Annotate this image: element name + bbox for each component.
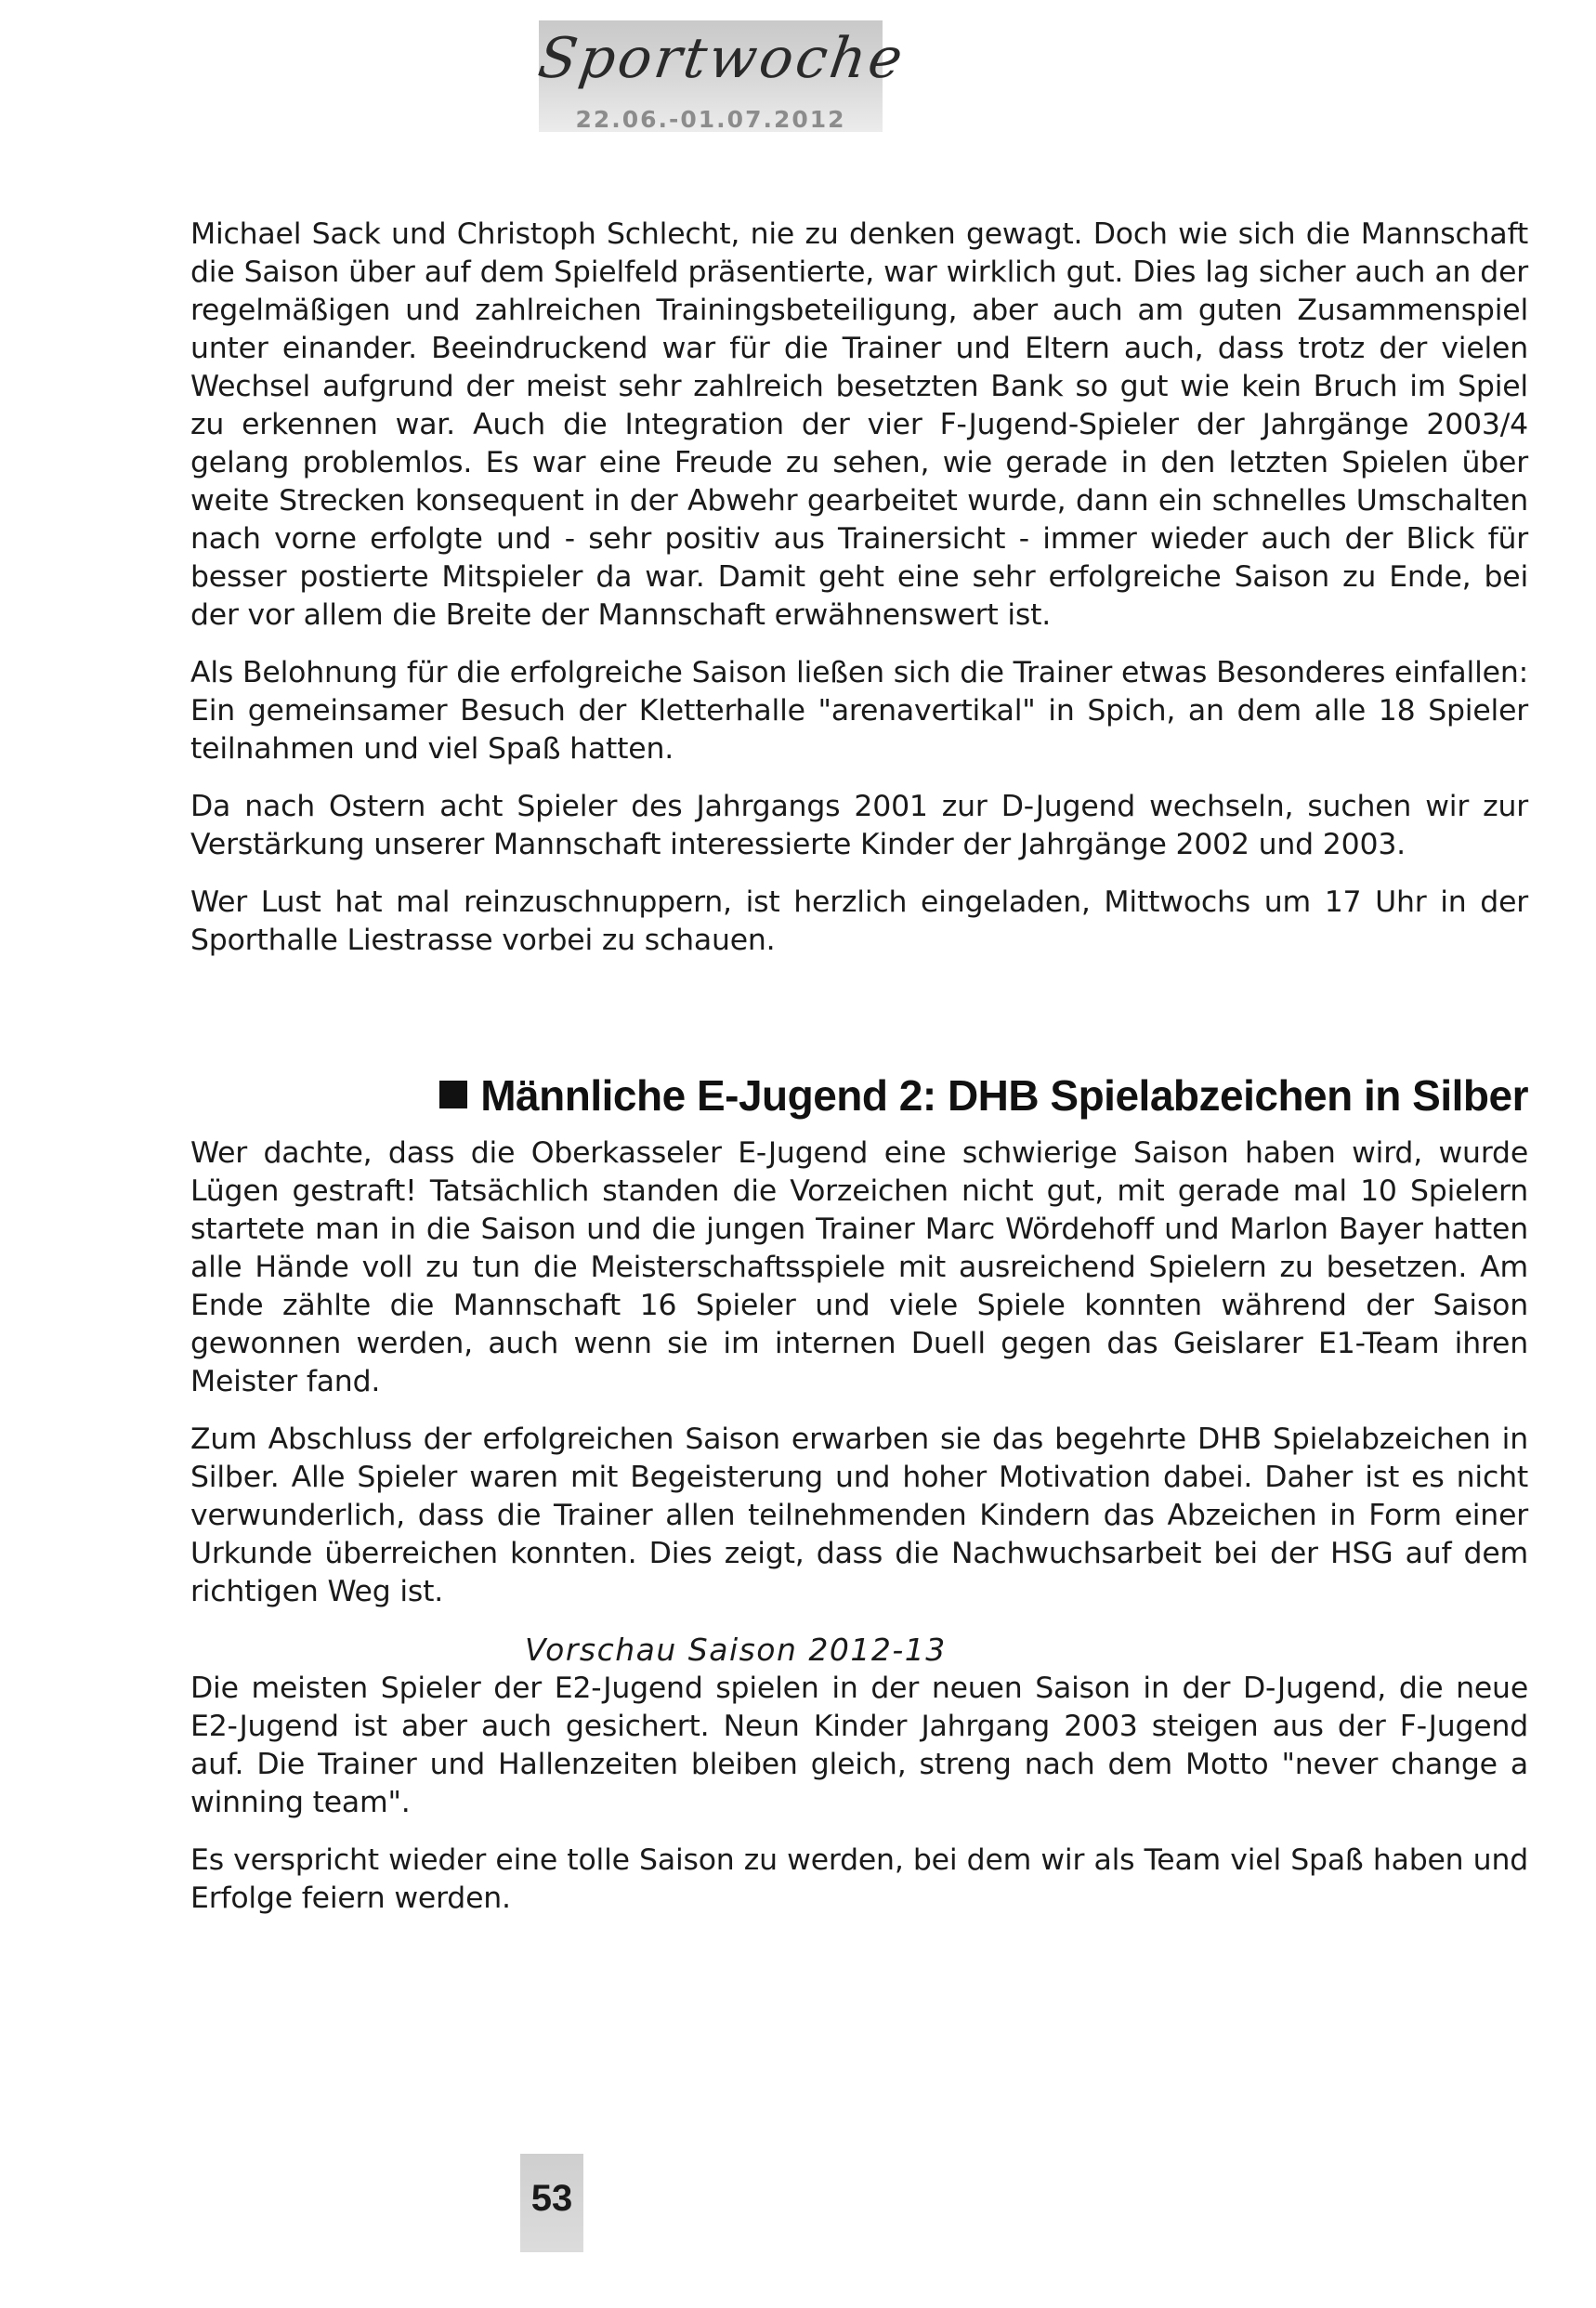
section-heading-text: Männliche E-Jugend 2: DHB Spielabzeichen in Silber — [480, 1071, 1528, 1120]
subheading: Vorschau Saison 2012-13 — [525, 1632, 947, 1668]
paragraph: Zum Abschluss der erfolgreichen Saison erwarben sie das begehrte DHB Spielabzeichen in Silber. Alle Spieler waren mit Begeisterung und hoher Motivation dabei. Daher ist es nicht verwunderlich, dass die Trainer allen teilnehmenden Kindern das Abzeichen in Form einer Urkunde überreichen konnten. Dies zeigt, dass die Nachwuchsarbeit bei der HSG auf dem richtigen Weg ist. — [190, 1423, 1528, 1608]
article-content — [190, 216, 1528, 1937]
section-heading — [190, 1069, 1528, 1121]
header-banner — [534, 20, 909, 133]
header-title: Sportwoche — [534, 26, 909, 91]
paragraph: Die meisten Spieler der E2-Jugend spielen in der neuen Saison in der D-Jugend, die neue E2-Jugend ist aber auch gesichert. Neun Kinder Jahrgang 2003 steigen aus der F-Jugend auf. Die Trainer und Hallenzeiten bleiben gleich, streng nach dem Motto "never change a winning team". — [190, 1672, 1528, 1819]
paragraph: Michael Sack und Christoph Schlecht, nie zu denken gewagt. Doch wie sich die Mannschaft die Saison über auf dem Spielfeld präsentierte, war wirklich gut. Dies lag sicher auch an der regelmäßigen und zahlreichen Trainingsbeteiligung, aber auch am guten Zusammenspiel unter einander. Beeindruckend war für die Trainer und Eltern auch, dass trotz der vielen Wechsel aufgrund der meist sehr zahlreich besetzten Bank so gut wie kein Bruch im Spiel zu erkennen war. Auch die Integration der vier F-Jugend-Spieler der Jahrgänge 2003/4 gelang problemlos. Es war eine Freude zu sehen, wie gerade in den letzten Spielen über weite Strecken konsequent in der Abwehr gearbeitet wurde, dann ein schnelles Umschalten nach vorne erfolgte und - sehr positiv aus Trainersicht - immer wieder auch der Blick für besser postierte Mitspieler da war. Damit geht eine sehr erfolgreiche Saison zu Ende, bei der vor allem die Breite der Mannschaft erwähnenswert ist. — [190, 217, 1528, 632]
paragraph: Als Belohnung für die erfolgreiche Saison ließen sich die Trainer etwas Besonderes einfallen: Ein gemeinsamer Besuch der Kletterhalle "arenavertikal" in Spich, an dem alle 18 Spieler teilnahmen und viel Spaß hatten. — [190, 656, 1528, 766]
paragraph: Wer dachte, dass die Oberkasseler E-Jugend eine schwierige Saison haben wird, wurde Lügen gestraft! Tatsächlich standen die Vorzeichen nicht gut, mit gerade mal 10 Spielern startete man in die Saison und die jungen Trainer Marc Wördehoff und Marlon Bayer hatten alle Hände voll zu tun die Meisterschaftsspiele mit ausreichend Spielern zu besetzen. Am Ende zählte die Mannschaft 16 Spieler und viele Spiele konnten während der Saison gewonnen werden, auch wenn sie im internen Duell gegen das Geislarer E1-Team ihren Meister fand. — [190, 1136, 1528, 1398]
paragraph: Es verspricht wieder eine tolle Saison zu werden, bei dem wir als Team viel Spaß haben und Erfolge feiern werden. — [190, 1843, 1528, 1915]
paragraph: Da nach Ostern acht Spieler des Jahrgangs 2001 zur D-Jugend wechseln, suchen wir zur Verstärkung unserer Mannschaft interessierte Kinder der Jahrgänge 2002 und 2003. — [190, 790, 1528, 861]
square-bullet-icon — [439, 1081, 467, 1108]
header-date: 22.06.-01.07.2012 — [575, 106, 846, 133]
page-number: 53 — [530, 2178, 573, 2219]
page-number-box — [520, 2154, 583, 2252]
paragraph: Wer Lust hat mal reinzuschnuppern, ist herzlich eingeladen, Mittwochs um 17 Uhr in der Sporthalle Liestrasse vorbei zu schauen. — [190, 885, 1528, 957]
